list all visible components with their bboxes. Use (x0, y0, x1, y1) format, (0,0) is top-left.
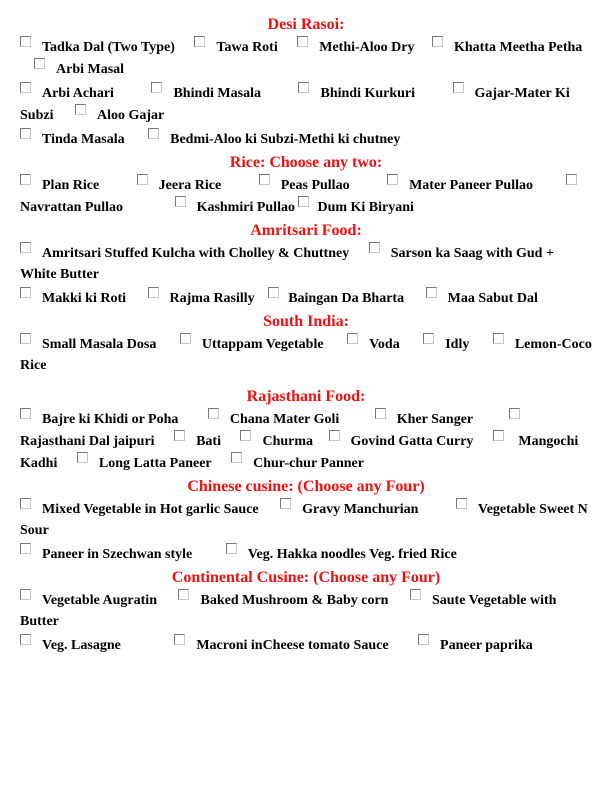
menu-item-label: Vegetable Sweet N Sour (20, 502, 588, 538)
menu-item[interactable]: Chana Mater Goli (208, 412, 339, 427)
checkbox[interactable] (77, 452, 88, 463)
checkbox[interactable] (387, 174, 398, 185)
menu-item[interactable]: Mixed Vegetable in Hot garlic Sauce (20, 502, 259, 517)
checkbox[interactable] (509, 408, 520, 419)
menu-item[interactable]: Rajma Rasilly (148, 291, 255, 306)
menu-item[interactable]: Tawa Roti (194, 40, 277, 55)
menu-item[interactable]: Plan Rice (20, 178, 99, 193)
menu-item-label: Lemon-Coco Rice (20, 337, 592, 373)
checkbox[interactable] (259, 174, 270, 185)
section-heading: Desi Rasoi: (267, 16, 345, 33)
menu-item[interactable]: Veg. Lasagne (20, 638, 121, 653)
checkbox[interactable] (20, 242, 31, 253)
checkbox[interactable] (493, 333, 504, 344)
checkbox[interactable] (174, 430, 185, 441)
menu-item[interactable]: Bhindi Masala (151, 86, 261, 101)
checkbox[interactable] (20, 634, 31, 645)
menu-item[interactable]: Bati (174, 434, 221, 449)
checkbox[interactable] (20, 174, 31, 185)
checkbox[interactable] (20, 82, 31, 93)
checkbox[interactable] (226, 543, 237, 554)
menu-item[interactable]: Bedmi-Aloo ki Subzi-Methi ki chutney (148, 132, 400, 147)
menu-item[interactable]: Amritsari Stuffed Kulcha with Cholley & Chuttney (20, 246, 349, 261)
section-chinese (20, 476, 592, 565)
menu-item[interactable]: Veg. Hakka noodles Veg. fried Rice (226, 547, 457, 562)
menu-item[interactable]: Mater Paneer Pullao (387, 178, 533, 193)
section-amritsari (20, 220, 592, 309)
menu-item[interactable]: Idly (423, 337, 469, 352)
checkbox[interactable] (34, 58, 45, 69)
checkbox[interactable] (240, 430, 251, 441)
section-heading: Rice: Choose any two: (229, 154, 383, 171)
menu-item[interactable]: Maa Sabut Dal (426, 291, 538, 306)
menu-document (20, 14, 592, 658)
checkbox[interactable] (174, 634, 185, 645)
menu-item[interactable]: Paneer paprika (418, 638, 533, 653)
menu-item[interactable]: Small Masala Dosa (20, 337, 156, 352)
menu-item[interactable]: Macroni inCheese tomato Sauce (174, 638, 388, 653)
checkbox[interactable] (20, 36, 31, 47)
section-rice (20, 152, 592, 218)
checkbox[interactable] (20, 128, 31, 139)
menu-item[interactable]: Makki ki Roti (20, 291, 126, 306)
menu-item[interactable]: Vegetable Augratin (20, 593, 157, 608)
section-heading: Continental Cusine: (Choose any Four) (171, 569, 441, 586)
checkbox[interactable] (20, 543, 31, 554)
checkbox[interactable] (423, 333, 434, 344)
menu-item[interactable]: Govind Gatta Curry (329, 434, 474, 449)
menu-item[interactable]: Kher Sanger (375, 412, 473, 427)
menu-item[interactable]: Paneer in Szechwan style (20, 547, 192, 562)
menu-item-label: Sarson ka Saag with Gud + White Butter (20, 246, 554, 282)
checkbox[interactable] (151, 82, 162, 93)
section-heading: Rajasthani Food: (246, 388, 366, 405)
checkbox[interactable] (194, 36, 205, 47)
checkbox[interactable] (178, 589, 189, 600)
checkbox[interactable] (297, 36, 308, 47)
checkbox[interactable] (20, 408, 31, 419)
checkbox[interactable] (369, 242, 380, 253)
menu-item-label: Mangochi Kadhi (20, 434, 579, 471)
menu-item-label: Aloo Gajar (96, 108, 165, 123)
checkbox[interactable] (456, 498, 467, 509)
checkbox[interactable] (347, 333, 358, 344)
checkbox[interactable] (298, 196, 309, 207)
section-desi-rasoi (20, 14, 592, 150)
menu-item[interactable]: Baked Mushroom & Baby corn (178, 593, 388, 608)
section-heading: Chinese cusine: (Choose any Four) (187, 478, 425, 495)
menu-item[interactable]: Jeera Rice (137, 178, 222, 193)
menu-item[interactable]: Tadka Dal (Two Type) (20, 40, 175, 55)
menu-item[interactable]: Tinda Masala (20, 132, 125, 147)
checkbox[interactable] (329, 430, 340, 441)
menu-item-label: Arbi Masal (56, 62, 125, 77)
section-south-india (20, 311, 592, 376)
menu-item[interactable]: Chur-chur Panner (231, 456, 364, 471)
menu-item[interactable]: Bajre ki Khidi or Poha (20, 412, 178, 427)
checkbox[interactable] (268, 287, 279, 298)
checkbox[interactable] (298, 82, 309, 93)
menu-item[interactable]: Uttappam Vegetable (180, 337, 324, 352)
checkbox[interactable] (75, 104, 86, 115)
checkbox[interactable] (566, 174, 577, 185)
checkbox[interactable] (20, 333, 31, 344)
checkbox[interactable] (426, 287, 437, 298)
menu-item-label: Gajar-Mater Ki Subzi (20, 86, 570, 123)
checkbox[interactable] (453, 82, 464, 93)
section-continental (20, 567, 592, 656)
checkbox[interactable] (175, 196, 186, 207)
checkbox[interactable] (137, 174, 148, 185)
menu-item-label: Khatta Meetha Petha (454, 40, 583, 55)
menu-item[interactable]: Methi-Aloo Dry (297, 40, 414, 55)
checkbox[interactable] (148, 128, 159, 139)
checkbox[interactable] (410, 589, 421, 600)
menu-item[interactable]: Peas Pullao (259, 178, 350, 193)
checkbox[interactable] (231, 452, 242, 463)
menu-item[interactable]: Dum Ki Biryani (298, 200, 413, 215)
menu-item[interactable]: Voda (347, 337, 400, 352)
menu-item[interactable]: Arbi Achari (20, 86, 114, 101)
menu-item[interactable]: Long Latta Paneer (77, 456, 212, 471)
checkbox[interactable] (208, 408, 219, 419)
checkbox[interactable] (493, 430, 504, 441)
checkbox[interactable] (418, 634, 429, 645)
menu-item[interactable]: Gravy Manchurian (280, 502, 418, 517)
checkbox[interactable] (375, 408, 386, 419)
checkbox[interactable] (180, 333, 191, 344)
checkbox[interactable] (280, 498, 291, 509)
menu-item[interactable]: Kashmiri Pullao (175, 200, 295, 215)
checkbox[interactable] (20, 287, 31, 298)
menu-item-label: Navrattan Pullao (20, 200, 124, 215)
menu-item-label: Rajasthani Dal jaipuri (20, 434, 155, 449)
section-heading: South India: (263, 313, 349, 330)
checkbox[interactable] (20, 589, 31, 600)
menu-item[interactable]: Baingan Da Bharta (268, 291, 404, 306)
menu-item[interactable]: Churma (240, 434, 313, 449)
section-rajasthani (20, 386, 592, 474)
section-heading: Amritsari Food: (250, 222, 362, 239)
checkbox[interactable] (20, 498, 31, 509)
checkbox[interactable] (432, 36, 443, 47)
menu-item[interactable]: Bhindi Kurkuri (298, 86, 415, 101)
checkbox[interactable] (148, 287, 159, 298)
menu-item-label: Saute Vegetable with Butter (20, 593, 557, 629)
